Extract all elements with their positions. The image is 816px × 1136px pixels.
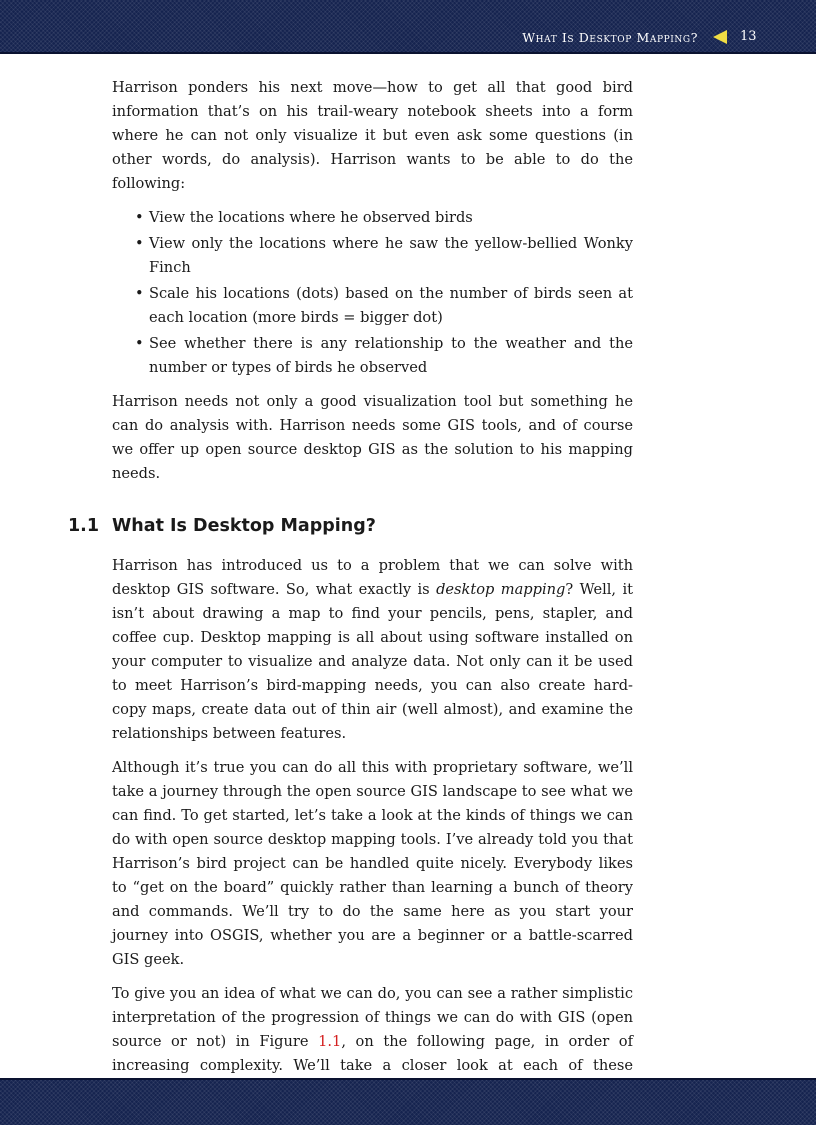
section-title: What Is Desktop Mapping? [112,516,376,536]
header-band [0,0,816,54]
bullet-icon: • [135,335,144,352]
text-run: Harrison has introduced us to a problem that we can solve with desktop GIS software. So, what exactly is [112,557,633,598]
paragraph-intro: Harrison ponders his next move—how to get all that good bird information that’s on his trail-weary notebook sheets into a form where he can not only visualize it but even ask some questions (in other words, do analysis). Harrison wants to be able to do the following: [112,79,633,192]
bullet-icon: • [135,209,144,226]
figure-reference-link[interactable]: 1.1 [318,1033,342,1050]
list-item-text: View only the locations where he saw the yellow-bellied Wonky Finch [149,235,633,276]
bullet-list [112,206,633,380]
list-item [112,232,633,280]
paragraph-definition [112,554,633,746]
page-body [68,76,633,1136]
section-number: 1.1 [68,516,100,536]
list-item [112,206,633,230]
page-number: 13 [740,29,757,44]
emphasis-term: desktop mapping [436,581,566,598]
text-run: To give you an idea of what we can do, you can see a rather simplistic interpretation of the progression of things we can do with GIS (open source or not) in Figure [112,985,633,1050]
running-title: What Is Desktop Mapping? [522,30,698,45]
paragraph-journey: Although it’s true you can do all this with proprietary software, we’ll take a journey through the open source GIS landscape to see what we can find. To get started, let’s take a look at the kinds of things we can do with open source desktop mapping tools. I’ve already told you that Harrison’s bird project can be handled quite nicely. Everybody likes to “get on the board” quickly rather than learning a bunch of theory and commands. We’ll try to do the same here as you start your journey into OSGIS, whether you are a beginner or a battle-scarred GIS geek. [112,759,633,968]
footer-band [0,1078,816,1125]
section-heading [68,514,633,540]
list-item-text: See whether there is any relationship to the weather and the number or types of birds he observed [149,335,633,376]
bullet-icon: • [135,285,144,302]
paragraph-tools: Harrison needs not only a good visualization tool but something he can do analysis with. Harrison needs some GIS tools, and of course we offer up open source desktop GIS as the solution to his mapping needs. [112,393,633,482]
list-item [112,282,633,330]
list-item [112,332,633,380]
left-arrow-icon[interactable] [713,30,727,44]
text-run: , on the following page, in order of increasing complexity. We’ll take a closer look at each of these [112,1033,633,1074]
bullet-icon: • [135,235,144,252]
list-item-text: View the locations where he observed birds [149,209,473,226]
list-item-text: Scale his locations (dots) based on the number of birds seen at each location (more birds = bigger dot) [149,285,633,326]
text-run: ? Well, it isn’t about drawing a map to find your pencils, pens, stapler, and coffee cup. Desktop mapping is all about using software installed on your computer to visualize and analyze data. Not only can it be used to meet Harrison’s bird-mapping needs, you can also create hard-copy maps, create data out of thin air (well almost), and examine the relationships between features. [112,581,633,742]
